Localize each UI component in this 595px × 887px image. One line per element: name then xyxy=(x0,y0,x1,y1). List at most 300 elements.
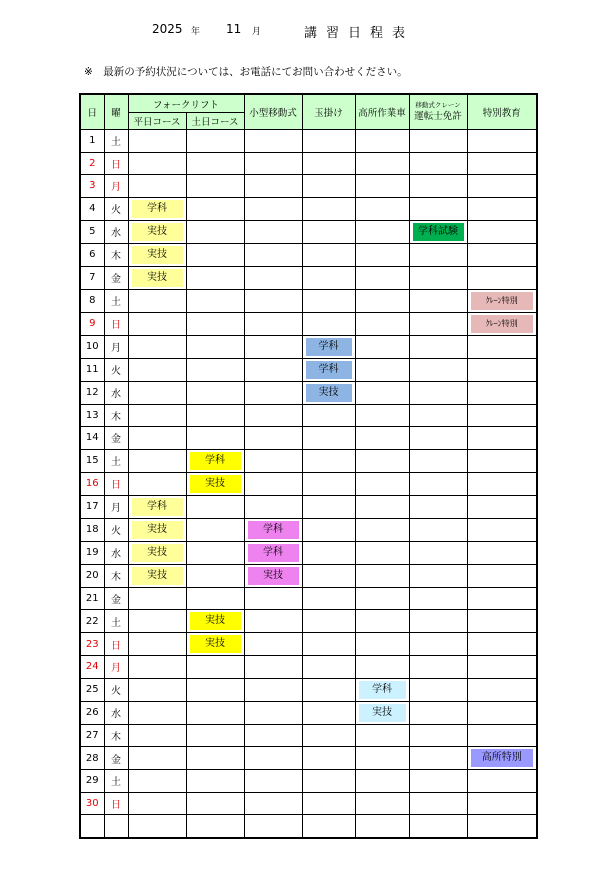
slinging-cell xyxy=(302,175,355,198)
aerial-work-cell xyxy=(355,518,409,541)
day-cell: 2 xyxy=(80,152,104,175)
table-row xyxy=(80,518,537,541)
special-education-cell xyxy=(467,175,537,198)
special-education-cell xyxy=(467,404,537,427)
weekday-cell: 月 xyxy=(104,656,128,679)
weekday-cell xyxy=(104,815,128,838)
mobile-crane-cell xyxy=(409,152,467,175)
aerial-work-cell xyxy=(355,449,409,472)
special-education-cell xyxy=(467,381,537,404)
forklift-weekday-cell xyxy=(128,404,186,427)
special-education-cell xyxy=(467,610,537,633)
special-education-cell xyxy=(467,312,537,335)
slinging-cell xyxy=(302,220,355,243)
mobile-crane-cell xyxy=(409,656,467,679)
table-row xyxy=(80,770,537,793)
mobile-crane-cell xyxy=(409,197,467,220)
forklift-weekday-cell xyxy=(128,610,186,633)
weekday-cell: 土 xyxy=(104,289,128,312)
table-row xyxy=(80,610,537,633)
header-forklift-weekday: 平日コース xyxy=(128,113,186,130)
mobile-crane-cell xyxy=(409,541,467,564)
mobile-crane-cell xyxy=(409,564,467,587)
slinging-cell xyxy=(302,312,355,335)
day-cell: 29 xyxy=(80,770,104,793)
aerial-work-cell xyxy=(355,770,409,793)
header-day: 日 xyxy=(80,94,104,130)
forklift-weekday-cell xyxy=(128,243,186,266)
small-mobile-cell xyxy=(244,289,302,312)
day-cell: 26 xyxy=(80,701,104,724)
header-weekday: 曜 xyxy=(104,94,128,130)
forklift-weekday-cell xyxy=(128,815,186,838)
slinging-cell xyxy=(302,449,355,472)
mobile-crane-cell xyxy=(409,792,467,815)
forklift-weekday-session: 実技 xyxy=(132,544,183,562)
weekday-cell: 火 xyxy=(104,358,128,381)
aerial-work-cell xyxy=(355,587,409,610)
forklift-weekend-cell xyxy=(186,197,244,220)
aerial-work-cell xyxy=(355,678,409,701)
document-title xyxy=(0,22,595,42)
table-row xyxy=(80,747,537,770)
mobile-crane-session: 学科試験 xyxy=(413,223,464,241)
small-mobile-cell xyxy=(244,541,302,564)
table-row xyxy=(80,289,537,312)
slinging-cell xyxy=(302,724,355,747)
special-education-cell xyxy=(467,587,537,610)
aerial-work-cell xyxy=(355,427,409,450)
special-education-cell xyxy=(467,656,537,679)
header-mobile-crane xyxy=(409,94,467,130)
mobile-crane-cell xyxy=(409,747,467,770)
mobile-crane-cell xyxy=(409,724,467,747)
slinging-cell xyxy=(302,358,355,381)
small-mobile-cell xyxy=(244,427,302,450)
table-row xyxy=(80,152,537,175)
day-cell: 25 xyxy=(80,678,104,701)
forklift-weekend-cell xyxy=(186,770,244,793)
slinging-session: 学科 xyxy=(306,361,352,379)
forklift-weekday-cell xyxy=(128,266,186,289)
small-mobile-cell xyxy=(244,381,302,404)
forklift-weekend-session: 実技 xyxy=(190,635,241,653)
header-forklift: フォークリフト xyxy=(128,94,244,113)
small-mobile-cell xyxy=(244,610,302,633)
slinging-cell xyxy=(302,701,355,724)
table-row xyxy=(80,220,537,243)
table-row xyxy=(80,472,537,495)
forklift-weekday-cell xyxy=(128,701,186,724)
special-education-cell xyxy=(467,495,537,518)
table-row xyxy=(80,701,537,724)
mobile-crane-cell xyxy=(409,472,467,495)
small-mobile-cell xyxy=(244,587,302,610)
weekday-cell: 金 xyxy=(104,266,128,289)
aerial-work-cell xyxy=(355,610,409,633)
slinging-cell xyxy=(302,152,355,175)
day-cell: 18 xyxy=(80,518,104,541)
table-row xyxy=(80,175,537,198)
aerial-work-cell xyxy=(355,358,409,381)
special-education-cell xyxy=(467,220,537,243)
forklift-weekend-cell xyxy=(186,152,244,175)
day-cell: 30 xyxy=(80,792,104,815)
special-education-cell xyxy=(467,747,537,770)
weekday-cell: 日 xyxy=(104,472,128,495)
weekday-cell: 土 xyxy=(104,130,128,153)
table-row xyxy=(80,724,537,747)
schedule-table xyxy=(79,93,538,839)
slinging-cell xyxy=(302,633,355,656)
day-cell: 9 xyxy=(80,312,104,335)
forklift-weekend-cell xyxy=(186,266,244,289)
forklift-weekend-cell xyxy=(186,404,244,427)
forklift-weekend-cell xyxy=(186,747,244,770)
table-row xyxy=(80,633,537,656)
forklift-weekend-cell xyxy=(186,449,244,472)
mobile-crane-cell xyxy=(409,587,467,610)
forklift-weekday-cell xyxy=(128,335,186,358)
slinging-cell xyxy=(302,266,355,289)
aerial-work-cell xyxy=(355,472,409,495)
slinging-cell xyxy=(302,472,355,495)
small-mobile-cell xyxy=(244,770,302,793)
forklift-weekend-cell xyxy=(186,610,244,633)
small-mobile-cell xyxy=(244,449,302,472)
weekday-cell: 土 xyxy=(104,770,128,793)
aerial-work-cell xyxy=(355,130,409,153)
day-cell: 27 xyxy=(80,724,104,747)
weekday-cell: 月 xyxy=(104,495,128,518)
weekday-cell: 土 xyxy=(104,610,128,633)
mobile-crane-cell xyxy=(409,815,467,838)
small-mobile-cell xyxy=(244,472,302,495)
mobile-crane-cell xyxy=(409,381,467,404)
forklift-weekend-cell xyxy=(186,518,244,541)
forklift-weekday-session: 実技 xyxy=(132,269,183,287)
special-education-cell xyxy=(467,770,537,793)
forklift-weekend-cell xyxy=(186,472,244,495)
small-mobile-cell xyxy=(244,358,302,381)
special-education-cell xyxy=(467,152,537,175)
forklift-weekday-cell xyxy=(128,449,186,472)
forklift-weekday-session: 実技 xyxy=(132,567,183,585)
weekday-cell: 木 xyxy=(104,724,128,747)
weekday-cell: 日 xyxy=(104,633,128,656)
slinging-cell xyxy=(302,518,355,541)
table-row xyxy=(80,495,537,518)
slinging-cell xyxy=(302,335,355,358)
special-education-session: 高所特別 xyxy=(471,749,534,767)
table-row xyxy=(80,358,537,381)
small-mobile-cell xyxy=(244,243,302,266)
mobile-crane-cell xyxy=(409,358,467,381)
special-education-cell xyxy=(467,197,537,220)
weekday-cell: 火 xyxy=(104,197,128,220)
forklift-weekend-cell xyxy=(186,541,244,564)
special-education-cell xyxy=(467,633,537,656)
aerial-work-cell xyxy=(355,541,409,564)
forklift-weekend-session: 学科 xyxy=(190,452,241,470)
small-mobile-cell xyxy=(244,656,302,679)
table-row xyxy=(80,197,537,220)
small-mobile-session: 学科 xyxy=(248,521,299,539)
day-cell: 12 xyxy=(80,381,104,404)
slinging-cell xyxy=(302,564,355,587)
slinging-cell xyxy=(302,610,355,633)
day-cell: 15 xyxy=(80,449,104,472)
header-mobile-crane-bottom: 運転士免許 xyxy=(414,111,462,122)
header-mobile-crane-top: 移動式クレーン xyxy=(415,101,461,109)
table-row xyxy=(80,541,537,564)
weekday-cell: 木 xyxy=(104,404,128,427)
forklift-weekday-cell xyxy=(128,130,186,153)
title-year-unit: 年 xyxy=(191,27,201,37)
small-mobile-cell xyxy=(244,312,302,335)
mobile-crane-cell xyxy=(409,495,467,518)
weekday-cell: 金 xyxy=(104,427,128,450)
forklift-weekday-cell xyxy=(128,724,186,747)
aerial-work-cell xyxy=(355,335,409,358)
special-education-cell xyxy=(467,449,537,472)
small-mobile-cell xyxy=(244,724,302,747)
aerial-work-cell xyxy=(355,152,409,175)
day-cell: 28 xyxy=(80,747,104,770)
day-cell: 6 xyxy=(80,243,104,266)
table-row xyxy=(80,381,537,404)
day-cell: 17 xyxy=(80,495,104,518)
reservation-note: ※ 最新の予約状況については、お電話にてお問い合わせください。 xyxy=(84,66,408,78)
slinging-cell xyxy=(302,427,355,450)
forklift-weekend-cell xyxy=(186,335,244,358)
small-mobile-cell xyxy=(244,335,302,358)
day-cell: 10 xyxy=(80,335,104,358)
forklift-weekday-cell xyxy=(128,175,186,198)
title-text: 講習日程表 xyxy=(304,26,415,41)
slinging-cell xyxy=(302,678,355,701)
special-education-cell xyxy=(467,472,537,495)
forklift-weekday-cell xyxy=(128,587,186,610)
table-row xyxy=(80,792,537,815)
forklift-weekend-cell xyxy=(186,495,244,518)
aerial-work-cell xyxy=(355,724,409,747)
forklift-weekday-session: 実技 xyxy=(132,246,183,264)
aerial-work-cell xyxy=(355,243,409,266)
slinging-cell xyxy=(302,747,355,770)
day-cell: 7 xyxy=(80,266,104,289)
forklift-weekday-cell xyxy=(128,197,186,220)
weekday-cell: 土 xyxy=(104,449,128,472)
forklift-weekend-session: 実技 xyxy=(190,475,241,493)
forklift-weekday-session: 実技 xyxy=(132,223,183,241)
special-education-cell xyxy=(467,289,537,312)
header-small-mobile: 小型移動式 xyxy=(244,94,302,130)
aerial-work-cell xyxy=(355,747,409,770)
special-education-cell xyxy=(467,266,537,289)
slinging-cell xyxy=(302,130,355,153)
day-cell xyxy=(80,815,104,838)
small-mobile-cell xyxy=(244,701,302,724)
mobile-crane-cell xyxy=(409,312,467,335)
aerial-work-cell xyxy=(355,220,409,243)
weekday-cell: 水 xyxy=(104,381,128,404)
small-mobile-cell xyxy=(244,197,302,220)
day-cell: 20 xyxy=(80,564,104,587)
weekday-cell: 水 xyxy=(104,541,128,564)
small-mobile-cell xyxy=(244,266,302,289)
small-mobile-cell xyxy=(244,633,302,656)
aerial-work-cell xyxy=(355,404,409,427)
forklift-weekday-cell xyxy=(128,220,186,243)
mobile-crane-cell xyxy=(409,701,467,724)
slinging-cell xyxy=(302,243,355,266)
slinging-cell xyxy=(302,541,355,564)
day-cell: 1 xyxy=(80,130,104,153)
aerial-work-session: 実技 xyxy=(359,704,406,722)
table-row xyxy=(80,335,537,358)
forklift-weekday-cell xyxy=(128,747,186,770)
special-education-cell xyxy=(467,358,537,381)
forklift-weekday-session: 学科 xyxy=(132,200,183,218)
aerial-work-cell xyxy=(355,656,409,679)
special-education-cell xyxy=(467,701,537,724)
small-mobile-cell xyxy=(244,495,302,518)
small-mobile-cell xyxy=(244,792,302,815)
mobile-crane-cell xyxy=(409,335,467,358)
special-education-cell xyxy=(467,518,537,541)
forklift-weekday-cell xyxy=(128,541,186,564)
table-row xyxy=(80,404,537,427)
forklift-weekend-cell xyxy=(186,678,244,701)
table-row xyxy=(80,427,537,450)
forklift-weekend-cell xyxy=(186,243,244,266)
title-month: 11 xyxy=(226,22,242,36)
aerial-work-cell xyxy=(355,701,409,724)
small-mobile-cell xyxy=(244,564,302,587)
mobile-crane-cell xyxy=(409,175,467,198)
weekday-cell: 火 xyxy=(104,678,128,701)
slinging-cell xyxy=(302,770,355,793)
forklift-weekend-cell xyxy=(186,587,244,610)
forklift-weekday-cell xyxy=(128,770,186,793)
aerial-work-cell xyxy=(355,815,409,838)
mobile-crane-cell xyxy=(409,518,467,541)
forklift-weekday-cell xyxy=(128,495,186,518)
slinging-cell xyxy=(302,289,355,312)
special-education-cell xyxy=(467,541,537,564)
small-mobile-cell xyxy=(244,152,302,175)
forklift-weekend-cell xyxy=(186,175,244,198)
table-row xyxy=(80,564,537,587)
forklift-weekday-cell xyxy=(128,427,186,450)
aerial-work-cell xyxy=(355,175,409,198)
table-row xyxy=(80,130,537,153)
day-cell: 19 xyxy=(80,541,104,564)
mobile-crane-cell xyxy=(409,770,467,793)
slinging-cell xyxy=(302,197,355,220)
forklift-weekend-cell xyxy=(186,564,244,587)
day-cell: 22 xyxy=(80,610,104,633)
slinging-cell xyxy=(302,656,355,679)
forklift-weekday-cell xyxy=(128,633,186,656)
small-mobile-cell xyxy=(244,175,302,198)
table-row xyxy=(80,449,537,472)
mobile-crane-cell xyxy=(409,266,467,289)
forklift-weekend-cell xyxy=(186,358,244,381)
table-row xyxy=(80,656,537,679)
forklift-weekday-cell xyxy=(128,564,186,587)
small-mobile-cell xyxy=(244,747,302,770)
header-slinging: 玉掛け xyxy=(302,94,355,130)
aerial-work-cell xyxy=(355,633,409,656)
special-education-session: ｸﾚｰﾝ特別 xyxy=(471,315,534,333)
table-row xyxy=(80,266,537,289)
day-cell: 21 xyxy=(80,587,104,610)
small-mobile-cell xyxy=(244,220,302,243)
forklift-weekday-cell xyxy=(128,656,186,679)
aerial-work-cell xyxy=(355,792,409,815)
weekday-cell: 火 xyxy=(104,518,128,541)
forklift-weekend-cell xyxy=(186,381,244,404)
slinging-session: 実技 xyxy=(306,384,352,402)
small-mobile-cell xyxy=(244,518,302,541)
forklift-weekday-cell xyxy=(128,678,186,701)
special-education-cell xyxy=(467,815,537,838)
forklift-weekend-cell xyxy=(186,724,244,747)
special-education-cell xyxy=(467,724,537,747)
weekday-cell: 木 xyxy=(104,243,128,266)
forklift-weekday-cell xyxy=(128,381,186,404)
forklift-weekend-cell xyxy=(186,656,244,679)
weekday-cell: 月 xyxy=(104,335,128,358)
mobile-crane-cell xyxy=(409,449,467,472)
day-cell: 8 xyxy=(80,289,104,312)
day-cell: 11 xyxy=(80,358,104,381)
forklift-weekday-cell xyxy=(128,152,186,175)
title-year: 2025 xyxy=(152,22,183,36)
day-cell: 23 xyxy=(80,633,104,656)
slinging-cell xyxy=(302,815,355,838)
table-row xyxy=(80,678,537,701)
weekday-cell: 金 xyxy=(104,587,128,610)
slinging-cell xyxy=(302,381,355,404)
mobile-crane-cell xyxy=(409,243,467,266)
day-cell: 24 xyxy=(80,656,104,679)
forklift-weekday-cell xyxy=(128,289,186,312)
forklift-weekday-session: 学科 xyxy=(132,498,183,516)
table-row xyxy=(80,312,537,335)
forklift-weekend-cell xyxy=(186,701,244,724)
day-cell: 13 xyxy=(80,404,104,427)
special-education-cell xyxy=(467,427,537,450)
mobile-crane-cell xyxy=(409,130,467,153)
weekday-cell: 日 xyxy=(104,792,128,815)
forklift-weekday-session: 実技 xyxy=(132,521,183,539)
forklift-weekend-cell xyxy=(186,815,244,838)
aerial-work-session: 学科 xyxy=(359,681,406,699)
weekday-cell: 日 xyxy=(104,152,128,175)
mobile-crane-cell xyxy=(409,427,467,450)
forklift-weekday-cell xyxy=(128,472,186,495)
day-cell: 5 xyxy=(80,220,104,243)
forklift-weekday-cell xyxy=(128,358,186,381)
mobile-crane-cell xyxy=(409,610,467,633)
aerial-work-cell xyxy=(355,266,409,289)
special-education-cell xyxy=(467,564,537,587)
forklift-weekend-cell xyxy=(186,130,244,153)
weekday-cell: 月 xyxy=(104,175,128,198)
